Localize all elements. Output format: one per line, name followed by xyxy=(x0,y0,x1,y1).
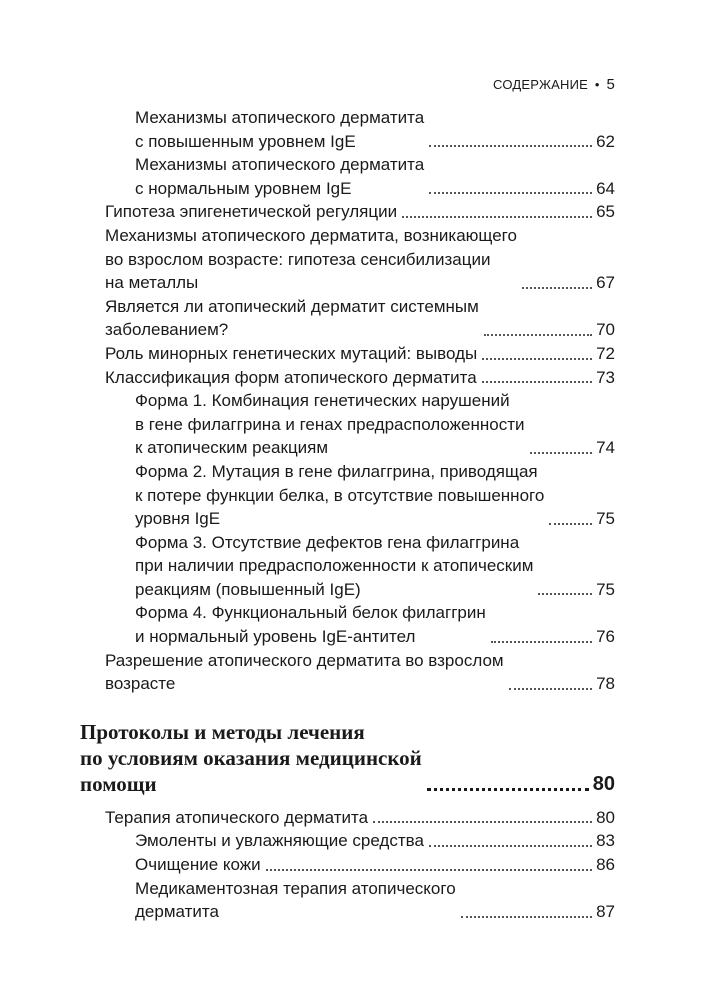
toc-part-1 xyxy=(105,106,615,696)
toc-entry-page: 76 xyxy=(596,627,615,647)
toc-entry[interactable] xyxy=(105,460,615,531)
toc-entry-page: 64 xyxy=(596,178,615,198)
toc-entry[interactable] xyxy=(105,153,615,200)
toc-entry[interactable] xyxy=(105,106,615,153)
toc-entry-page: 72 xyxy=(596,343,615,363)
toc-entry[interactable] xyxy=(105,342,615,366)
toc-entry-title: Разрешение атопического дерматита во взрослом возрасте xyxy=(105,650,504,694)
toc-entry-page: 65 xyxy=(596,202,615,222)
toc-entry-page: 87 xyxy=(596,902,615,922)
dot-leader xyxy=(429,192,592,194)
toc-entry-page: 62 xyxy=(596,131,615,151)
running-head-title: СОДЕРЖАНИЕ xyxy=(493,77,589,92)
dot-leader xyxy=(482,381,592,383)
toc-entry-title: Является ли атопический дерматит системным заболеванием? xyxy=(105,296,479,340)
toc-entry-title: Гипотеза эпигенетической регуляции xyxy=(105,202,398,222)
toc-entry[interactable] xyxy=(105,531,615,602)
toc-entry-title: Эмоленты и увлажняющие средства xyxy=(135,831,424,851)
toc-entry-page: 78 xyxy=(596,674,615,694)
toc-entry-page: 74 xyxy=(596,438,615,458)
toc-entry-title: Форма 2. Мутация в гене филаггрина, приводящая к потере функции белка, в отсутствие повышенного уровня IgE xyxy=(135,461,545,529)
toc-entry-title: Терапия атопического дерматита xyxy=(105,807,369,827)
toc-entry[interactable] xyxy=(105,806,615,830)
toc-entry-page: 75 xyxy=(596,509,615,529)
toc-entry-title: Форма 3. Отсутствие дефектов гена филаггрина при наличии предрасположенности к атопическим реакциям (повышенный IgE) xyxy=(135,532,534,599)
dot-leader xyxy=(266,869,592,871)
toc-entry-page: 70 xyxy=(596,320,615,340)
toc-entry-page: 73 xyxy=(596,367,615,387)
toc-entry-title: Роль минорных генетических мутаций: выводы xyxy=(105,343,478,363)
toc-entry-page: 80 xyxy=(596,807,615,827)
toc-entry[interactable] xyxy=(105,295,615,342)
toc-entry[interactable] xyxy=(105,601,615,648)
running-head-separator: • xyxy=(594,77,600,92)
running-head-page-number: 5 xyxy=(606,76,615,93)
dot-leader xyxy=(530,452,593,454)
table-of-contents xyxy=(80,106,615,924)
toc-entry-title: Форма 1. Комбинация генетических нарушений в гене филаггрина и генах предрасположенности к атопическим реакциям xyxy=(135,391,525,458)
toc-part-2 xyxy=(105,806,615,924)
dot-leader xyxy=(482,358,592,360)
toc-entry-title: Классификация форм атопического дерматита xyxy=(105,367,477,387)
toc-entry-page: 83 xyxy=(596,831,615,851)
dot-leader xyxy=(429,845,592,847)
dot-leader xyxy=(373,821,592,823)
dot-leader xyxy=(427,788,589,791)
dot-leader xyxy=(538,593,592,595)
dot-leader xyxy=(522,287,592,289)
toc-entry-title: Механизмы атопического дерматита с повышенным уровнем IgE xyxy=(135,108,425,151)
toc-entry-page: 75 xyxy=(596,579,615,599)
toc-entry-title: Механизмы атопического дерматита с нормальным уровнем IgE xyxy=(135,155,425,198)
toc-entry[interactable] xyxy=(105,829,615,853)
toc-entry-title: Очищение кожи xyxy=(135,855,261,875)
dot-leader xyxy=(484,334,592,336)
dot-leader xyxy=(429,145,592,147)
toc-entry-title: Форма 4. Функциональный белок филаггрин и нормальный уровень IgE-антител xyxy=(135,603,486,647)
toc-entry-page: 86 xyxy=(596,855,615,875)
section-heading-text: Протоколы и методы лечения по условиям оказания медицинской помощи xyxy=(80,719,422,796)
toc-entry-title: Медикаментозная терапия атопического дерматита xyxy=(135,878,456,922)
dot-leader xyxy=(402,216,592,218)
section-heading-page: 80 xyxy=(592,772,615,795)
toc-entry[interactable] xyxy=(105,389,615,460)
toc-entry[interactable] xyxy=(105,853,615,877)
toc-entry-page: 67 xyxy=(596,273,615,293)
toc-entry[interactable] xyxy=(105,224,615,295)
toc-entry-title: Механизмы атопического дерматита, возникающего во взрослом возрасте: гипотеза сенсибилизации на металлы xyxy=(105,225,517,293)
running-head xyxy=(493,76,615,93)
toc-entry[interactable] xyxy=(105,649,615,696)
dot-leader xyxy=(549,523,592,525)
toc-entry[interactable] xyxy=(105,200,615,224)
dot-leader xyxy=(491,641,592,643)
section-heading[interactable] xyxy=(80,719,615,797)
toc-entry[interactable] xyxy=(105,366,615,390)
dot-leader xyxy=(461,916,592,918)
toc-entry[interactable] xyxy=(105,877,615,924)
dot-leader xyxy=(509,688,592,690)
